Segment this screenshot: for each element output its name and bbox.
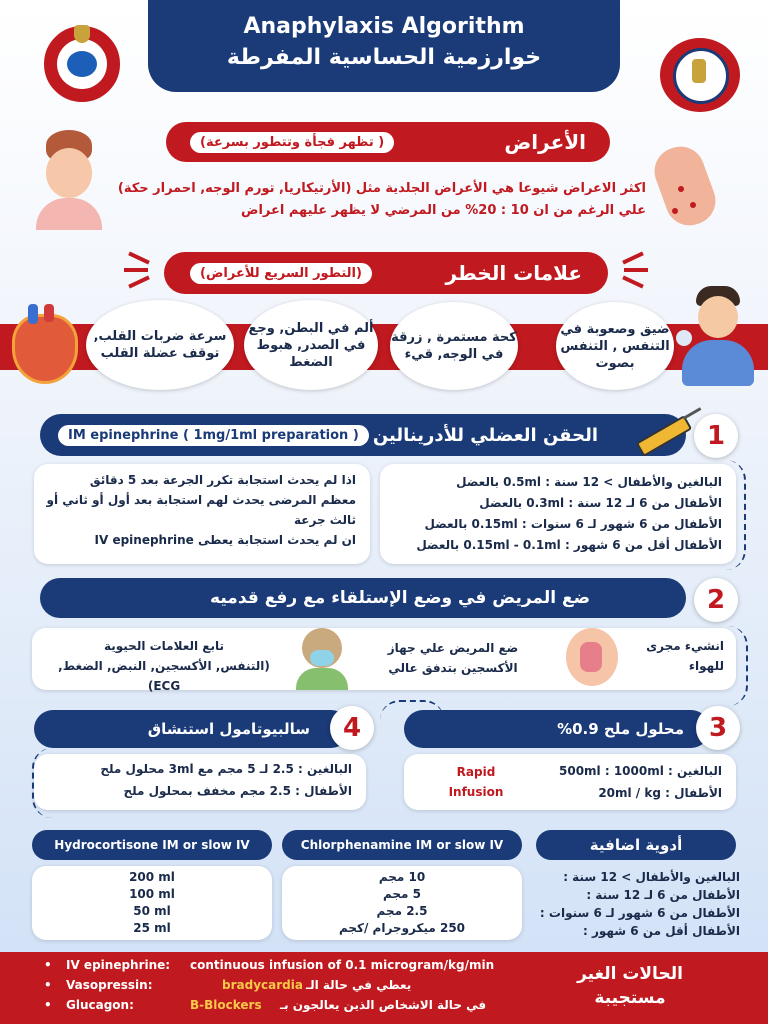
step1-number: 1: [694, 414, 738, 458]
chlorphenamine-dose: 250 ميكروجرام /كجم: [338, 921, 466, 935]
danger-title: علامات الخطر: [445, 261, 582, 285]
refractory-text: في حالة الاشخاص الذين يعالجون بـ: [280, 998, 487, 1012]
chlorphenamine-header: [282, 830, 522, 860]
eagle-icon: [74, 25, 90, 43]
flow-connector-1: [720, 460, 746, 570]
dose-item: الأطفال من 6 شهور لـ 6 سنوات : 0.15ml بالعضل: [424, 517, 722, 531]
oxygen-mask-illustration: [292, 626, 352, 690]
step3-header: [404, 710, 710, 748]
ministry-logo-left: [44, 26, 120, 102]
step3-doses: [512, 760, 722, 804]
rapid-infusion-label: Rapid Infusion: [448, 765, 504, 799]
danger-sign-breathing: [556, 302, 674, 390]
hydrocortisone-header: [32, 830, 272, 860]
danger-subtitle: (التطور السريع للأعراض): [190, 263, 372, 284]
extra-header: [536, 830, 736, 860]
family-icon: [67, 51, 97, 77]
danger-sign-abdominal: [244, 300, 378, 390]
refractory-row-vasopressin: • Vasopressin: bradycardia يعطي في حالة الـ: [44, 978, 412, 992]
step1-notes-card: [34, 464, 370, 564]
hydrocortisone-dose: 50 ml: [133, 904, 171, 918]
refractory-drug: Vasopressin:: [66, 978, 153, 992]
dose-item: البالغين والأطفال > 12 سنة : 0.5ml بالعضل: [456, 475, 722, 489]
step1-notes: [42, 470, 356, 550]
extra-title: أدوية اضافية: [589, 836, 683, 854]
danger-sign-text: ألم في البطن, وجع في الصدر, هبوط الضغط: [248, 320, 374, 370]
symptoms-text: [110, 178, 646, 222]
refractory-row-epinephrine: • IV epinephrine: continuous infusion of 0.1 microgram/kg/min: [44, 958, 495, 972]
refractory-title: الحالات الغير مستجيبة: [577, 964, 683, 1008]
boy-coughing-illustration: [676, 286, 756, 386]
chlorphenamine-dose: 2.5 مجم: [376, 904, 428, 918]
vitals-box: [40, 636, 288, 696]
woman-illustration: [28, 130, 108, 230]
refractory-drug: IV epinephrine:: [66, 958, 171, 972]
step3-title: محلول ملح 0.9%: [557, 720, 684, 738]
group-item: الأطفال من 6 شهور لـ 6 سنوات :: [539, 906, 740, 920]
oxygen-text: ضع المريض علي جهاز الأكسجين بتدفق عالي: [387, 641, 519, 675]
alert-lines-left: [122, 250, 158, 290]
refractory-drug: Glucagon:: [66, 998, 134, 1012]
dose-item: البالغين : 500ml : 1000ml: [559, 764, 722, 778]
rash-arm-illustration: [650, 146, 730, 236]
step4-title: سالبيوتامول استنشاق: [147, 720, 310, 738]
airway-text: انشيء مجرى للهواء: [646, 639, 724, 673]
refractory-text: يعطي في حالة الـ: [306, 978, 412, 992]
heart-illustration: [12, 304, 74, 380]
step4-card: [34, 754, 366, 810]
note-item: معظم المرضى يحدث لهم استجابة بعد أول أو ثاني أو ثالث جرعة: [46, 493, 356, 527]
group-item: البالغين والأطفال > 12 سنة :: [563, 870, 740, 884]
hydrocortisone-title: Hydrocortisone IM or slow IV: [54, 838, 250, 852]
hydrocortisone-dose: 200 ml: [129, 870, 175, 884]
vitals-title: تابع العلامات الحيوية: [103, 639, 225, 653]
dose-item: الأطفال : 20ml / kg: [598, 786, 722, 800]
step4-header: [34, 710, 350, 748]
dose-item: البالغين : 2.5 لـ 5 مجم مع 3ml محلول ملح: [100, 762, 352, 776]
alert-lines-right: [614, 250, 650, 290]
chlorphenamine-card: [282, 866, 522, 940]
header-banner: [148, 0, 620, 92]
airway-head-illustration: [558, 624, 622, 690]
dose-item: الأطفال من 6 لـ 12 سنة : 0.3ml بالعضل: [479, 496, 722, 510]
ministry-logo-right: [660, 38, 740, 112]
step1-doses-card: [380, 464, 736, 564]
group-item: الأطفال من 6 لـ 12 سنة :: [586, 888, 740, 902]
dose-item: الأطفال أقل من 6 شهور : 0.15ml - 0.1ml بالعضل: [416, 538, 722, 552]
refractory-row-glucagon: • Glucagon: B-Blockers في حالة الاشخاص الذين يعالجون بـ: [44, 998, 487, 1012]
refractory-text: continuous infusion of 0.1 microgram/kg/min: [190, 958, 495, 972]
symptoms-subtitle: ( تظهر فجأة وتتطور بسرعة): [190, 132, 394, 153]
group-item: الأطفال أقل من 6 شهور :: [582, 924, 740, 938]
symptoms-line-2: علي الرغم من ان 10 : 20% من المرضي لا يظهر عليهم اعراض: [240, 203, 646, 218]
chlorphenamine-title: Chlorphenamine IM or slow IV: [300, 838, 504, 852]
flow-connector-3: [380, 700, 444, 720]
refractory-highlight: B-Blockers: [190, 998, 262, 1012]
step4-doses: [42, 758, 352, 802]
step2-number: 2: [694, 578, 738, 622]
danger-sign-text: ضيق وصعوبة في التنفس , التنفس بصوت: [560, 321, 670, 371]
danger-header: [164, 252, 608, 294]
danger-sign-cough: [390, 302, 518, 390]
symptoms-title: الأعراض: [504, 130, 586, 154]
hydrocortisone-dose: 100 ml: [129, 887, 175, 901]
step3-number: 3: [696, 706, 740, 750]
danger-sign-text: سرعة ضربات القلب, توقف عضلة القلب: [93, 329, 227, 361]
hydrocortisone-card: [32, 866, 272, 940]
extra-groups: [524, 868, 740, 940]
step2-title: ضع المريض في وضع الإستلقاء مع رفع قدميه: [210, 588, 590, 608]
symptoms-header: [166, 122, 610, 162]
dose-item: الأطفال : 2.5 مجم مخفف بمحلول ملح: [123, 784, 352, 798]
title-arabic: خوارزمية الحساسية المفرطة: [226, 45, 542, 70]
hydrocortisone-dose: 25 ml: [133, 921, 171, 935]
eagle-icon: [692, 59, 706, 83]
step4-number: 4: [330, 706, 374, 750]
chlorphenamine-dose: 10 مجم: [378, 870, 426, 884]
danger-sign-heart: [86, 300, 234, 390]
chlorphenamine-dose: 5 مجم: [382, 887, 422, 901]
symptoms-line-1: اكثر الاعراض شيوعا هي الأعراض الجلدية مثل (الأرتيكاريا, تورم الوجه, احمرار حكة): [117, 181, 646, 196]
step1-subtitle: IM epinephrine ( 1mg/1ml preparation ): [58, 425, 369, 446]
refractory-highlight: bradycardia: [222, 978, 303, 992]
vitals-detail: (التنفس, الأكسجين, النبض, الضغط, ECG): [58, 659, 270, 693]
flow-connector-2: [718, 626, 748, 706]
title-english: Anaphylaxis Algorithm: [243, 14, 525, 39]
flow-connector-4: [32, 748, 62, 818]
note-item: اذا لم يحدث استجابة تكرر الجرعة بعد 5 دقائق: [89, 473, 356, 487]
note-item: ان لم يحدث استجابة يعطى IV epinephrine: [94, 533, 356, 547]
step1-title: الحقن العضلي للأدرينالين: [372, 424, 598, 446]
step1-doses: [388, 472, 722, 556]
step2-header: [40, 578, 686, 618]
danger-sign-text: كحة مستمرة , زرقة في الوجه, قيء: [391, 330, 517, 362]
step1-header: [40, 414, 686, 456]
